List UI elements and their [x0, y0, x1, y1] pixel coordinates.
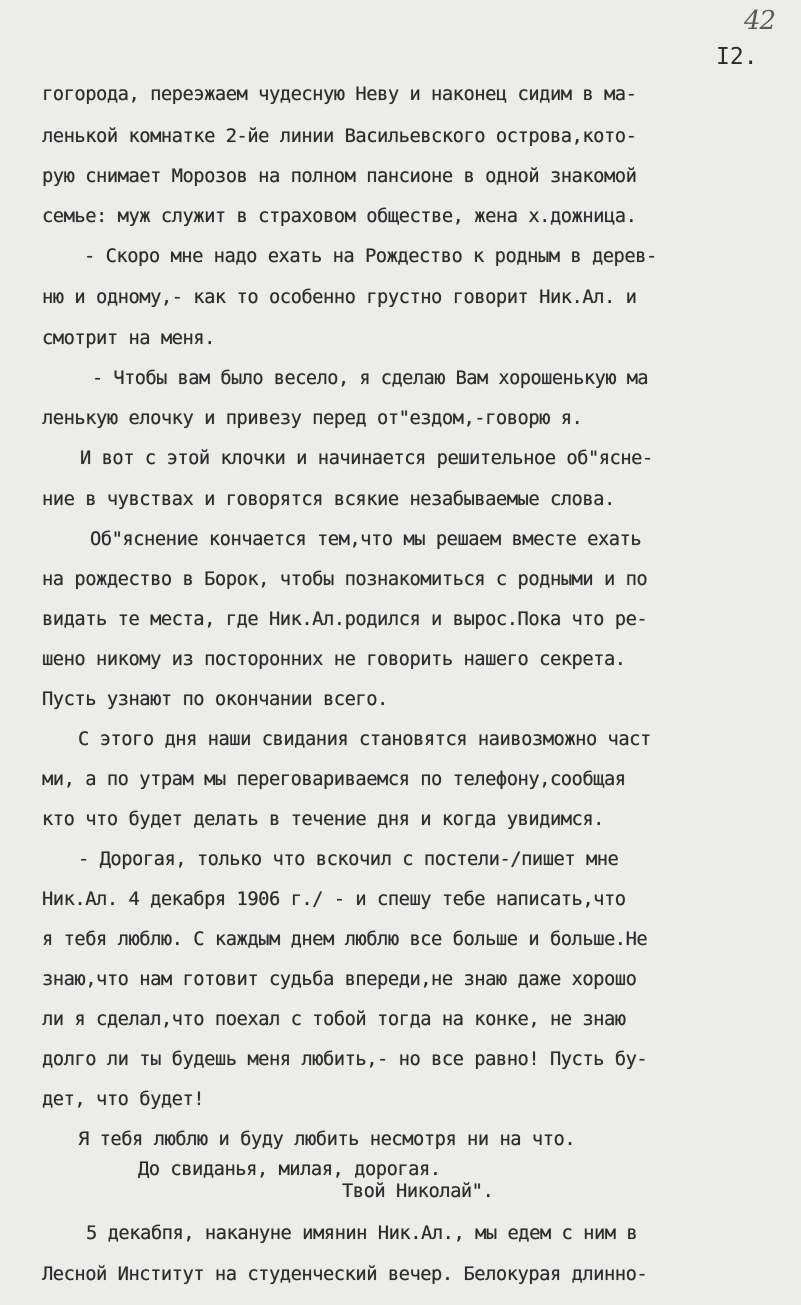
text-line: рую снимает Морозов на полном пансионе в одной знакомой: [42, 166, 637, 187]
text-line: Пусть узнают по окончании всего.: [42, 689, 388, 710]
page-number: I2.: [716, 44, 758, 70]
text-line: на рождество в Борок, чтобы познакомиться с родными и по: [42, 569, 648, 590]
letter-closing-line: До свиданья, милая, дорогая.: [138, 1159, 441, 1180]
letter-signature-line: Твой Николай".: [342, 1181, 494, 1202]
text-line: Об"яснение кончается тем,что мы решаем вместе ехать: [90, 529, 642, 550]
text-line: Ник.Ал. 4 декабря 1906 г./ - и спешу тебе написать,что: [42, 889, 626, 910]
text-line: ние в чувствах и говорятся всякие незабываемые слова.: [42, 489, 615, 510]
text-line: И вот с этой клочки и начинается решительное об"ясне-: [80, 448, 653, 469]
text-line: 5 декабпя, накануне имянин Ник.Ал., мы едем с ним в: [86, 1223, 638, 1244]
text-line: смотрит на меня.: [42, 328, 215, 349]
text-line: кто что будет делать в течение дня и когда увидимся.: [42, 809, 604, 830]
text-line: видать те места, где Ник.Ал.родился и вырос.Пока что ре-: [42, 609, 648, 630]
text-line: долго ли ты будешь меня любить,- но все равно! Пусть бу-: [42, 1049, 648, 1070]
text-line: семье: муж служит в страховом обществе, жена х.дожница.: [42, 206, 637, 227]
text-line: Я тебя люблю и буду любить несмотря ни на что.: [78, 1129, 576, 1150]
text-line: ню и одному,- как то особенно грустно говорит Ник.Ал. и: [42, 287, 637, 308]
text-line: - Скоро мне надо ехать на Рождество к родным в дерев-: [84, 246, 657, 267]
text-line: Лесной Институт на студенческий вечер. Белокурая длинно-: [42, 1264, 648, 1285]
text-line: знаю,что нам готовит судьба впереди,не знаю даже хорошо: [42, 969, 637, 990]
text-line: дет, что будет!: [42, 1089, 205, 1110]
text-line: - Чтобы вам было весело, я сделаю Вам хорошенькую ма: [92, 368, 649, 389]
text-line: я тебя люблю. С каждым днем люблю все больше и больше.Не: [42, 929, 648, 950]
text-line: шено никому из посторонних не говорить нашего секрета.: [42, 649, 626, 670]
text-line: ли я сделал,что поехал с тобой тогда на конке, не знаю: [42, 1009, 626, 1030]
text-line: гогорода, переэжаем чудесную Неву и наконец сидим в ма-: [42, 84, 637, 105]
text-line: ленькую елочку и привезу перед от"ездом,-говорю я.: [42, 408, 583, 429]
text-line: ми, а по утрам мы переговариваемся по телефону,сообщая: [42, 769, 626, 790]
text-line: - Дорогая, только что вскочил с постели-/пишет мне: [78, 849, 619, 870]
archive-folio-number: 42: [744, 6, 776, 36]
text-line: ленькой комнатке 2-йе линии Васильевского острова,кото-: [42, 126, 637, 147]
text-line: С этого дня наши свидания становятся наивозможно част: [78, 729, 651, 750]
